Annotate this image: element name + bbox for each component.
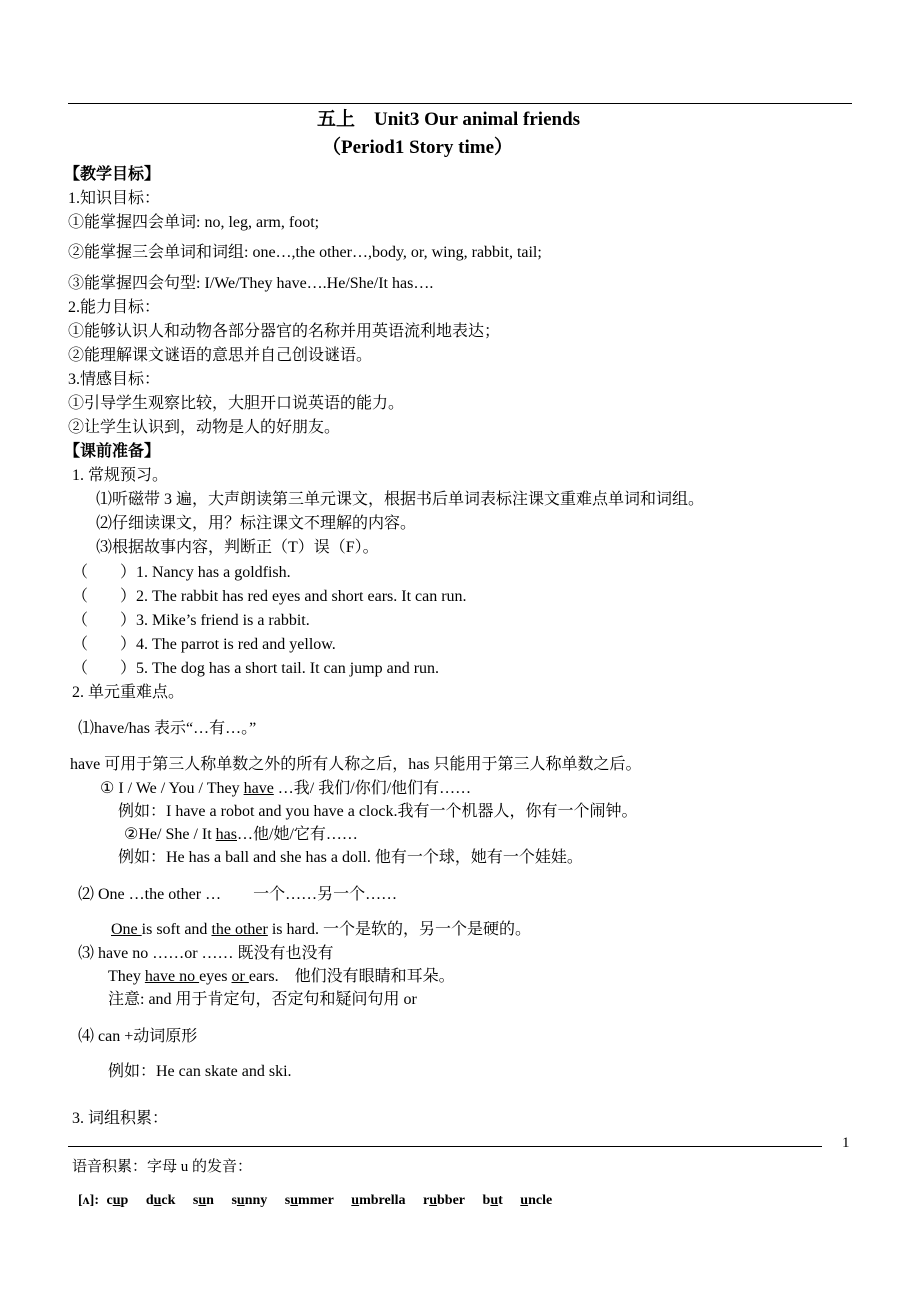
emotion-item-1: ①引导学生观察比较，大胆开口说英语的能力。 [68,395,405,412]
objectives-heading: 【教学目标】 [64,166,161,183]
keypoint-1-note: have 可用于第三人称单数之外的所有人称之后，has 只能用于第三人称单数之后。 [70,756,642,773]
phonics-symbol: [ʌ]: [78,1193,99,1208]
top-rule [68,103,852,104]
emotion-item-2: ②让学生认识到，动物是人的好朋友。 [68,419,341,436]
keypoint-1-example-a: 例如：I have a robot and you have a clock.我有一个机器人，你有一个闹钟。 [118,803,638,820]
phonics-word: rubber [423,1193,466,1208]
prep-step-2: ⑵仔细读课文，用？标注课文不理解的内容。 [96,515,417,532]
keypoint-3-note: 注意: and 用于肯定句，否定句和疑问句用 or [108,991,417,1008]
keypoint-1-rule-b: ②He/ She / It has…他/她/它有…… [124,826,358,843]
footer-rule [68,1146,822,1147]
prep-item-2-title: 2. 单元重难点。 [72,684,185,701]
phonics-word: duck [145,1193,176,1208]
phonics-row [78,1191,566,1211]
keypoint-1-title: ⑴have/has 表示“…有…。” [78,720,257,737]
prep-item-1-title: 1. 常规预习。 [72,467,169,484]
document-subtitle: （Period1 Story time） [322,137,514,158]
prep-step-1: ⑴听磁带 3 遍，大声朗读第三单元课文，根据书后单词表标注课文重难点单词和词组。 [96,491,705,508]
tf-item: （ ）2. The rabbit has red eyes and short ears. It can run. [72,588,467,605]
keypoint-3-example: They have no eyes or ears. 他们没有眼睛和耳朵。 [108,968,455,985]
ability-title: 2.能力目标： [68,299,161,316]
phonics-word: summer [284,1193,334,1208]
keypoint-2-title: ⑵ One …the other … 一个……另一个…… [78,886,398,903]
phonics-word: umbrella [351,1193,406,1208]
page-number: 1 [842,1135,850,1151]
phonics-word: cup [106,1193,129,1208]
keypoint-1-example-b: 例如：He has a ball and she has a doll. 他有一个球，她有一个娃娃。 [118,849,583,866]
ability-item-1: ①能够认识人和动物各部分器官的名称并用英语流利地表达； [68,323,501,340]
phonics-word: sunny [231,1193,268,1208]
tf-item: （ ）1. Nancy has a goldfish. [72,564,291,581]
knowledge-item-3: ③能掌握四会句型: I/We/They have….He/She/It has…. [68,275,434,292]
keypoint-4-title: ⑷ can +动词原形 [78,1028,198,1045]
keypoint-2-example: One is soft and the other is hard. 一个是软的，另一个是硬的。 [111,921,531,938]
phonics-word: but [482,1193,503,1208]
keypoint-1-rule-a: ① I / We / You / They have …我/ 我们/你们/他们有…… [100,780,472,797]
tf-item: （ ）5. The dog has a short tail. It can jump and run. [72,660,440,677]
keypoint-3-title: ⑶ have no ……or …… 既没有也没有 [78,945,334,962]
ability-item-2: ②能理解课文谜语的意思并自己创设谜语。 [68,347,373,364]
tf-item: （ ）4. The parrot is red and yellow. [72,636,336,653]
prep-item-3-title: 3. 词组积累： [72,1110,169,1127]
phonics-title: 语音积累：字母 u 的发音： [72,1159,253,1175]
tf-item: （ ）3. Mike’s friend is a rabbit. [72,612,310,629]
emotion-title: 3.情感目标： [68,371,161,388]
prep-heading: 【课前准备】 [64,443,161,460]
document-title: 五上 Unit3 Our animal friends [317,109,581,130]
phonics-word: sun [192,1193,214,1208]
keypoint-4-example: 例如：He can skate and ski. [108,1063,292,1080]
phonics-word: uncle [520,1193,553,1208]
knowledge-title: 1.知识目标： [68,190,161,207]
knowledge-item-1: ①能掌握四会单词: no, leg, arm, foot; [68,214,320,231]
knowledge-item-2: ②能掌握三会单词和词组: one…,the other…,body, or, wing, rabbit, tail; [68,244,542,261]
prep-step-3: ⑶根据故事内容，判断正（T）误（F）。 [96,539,379,556]
